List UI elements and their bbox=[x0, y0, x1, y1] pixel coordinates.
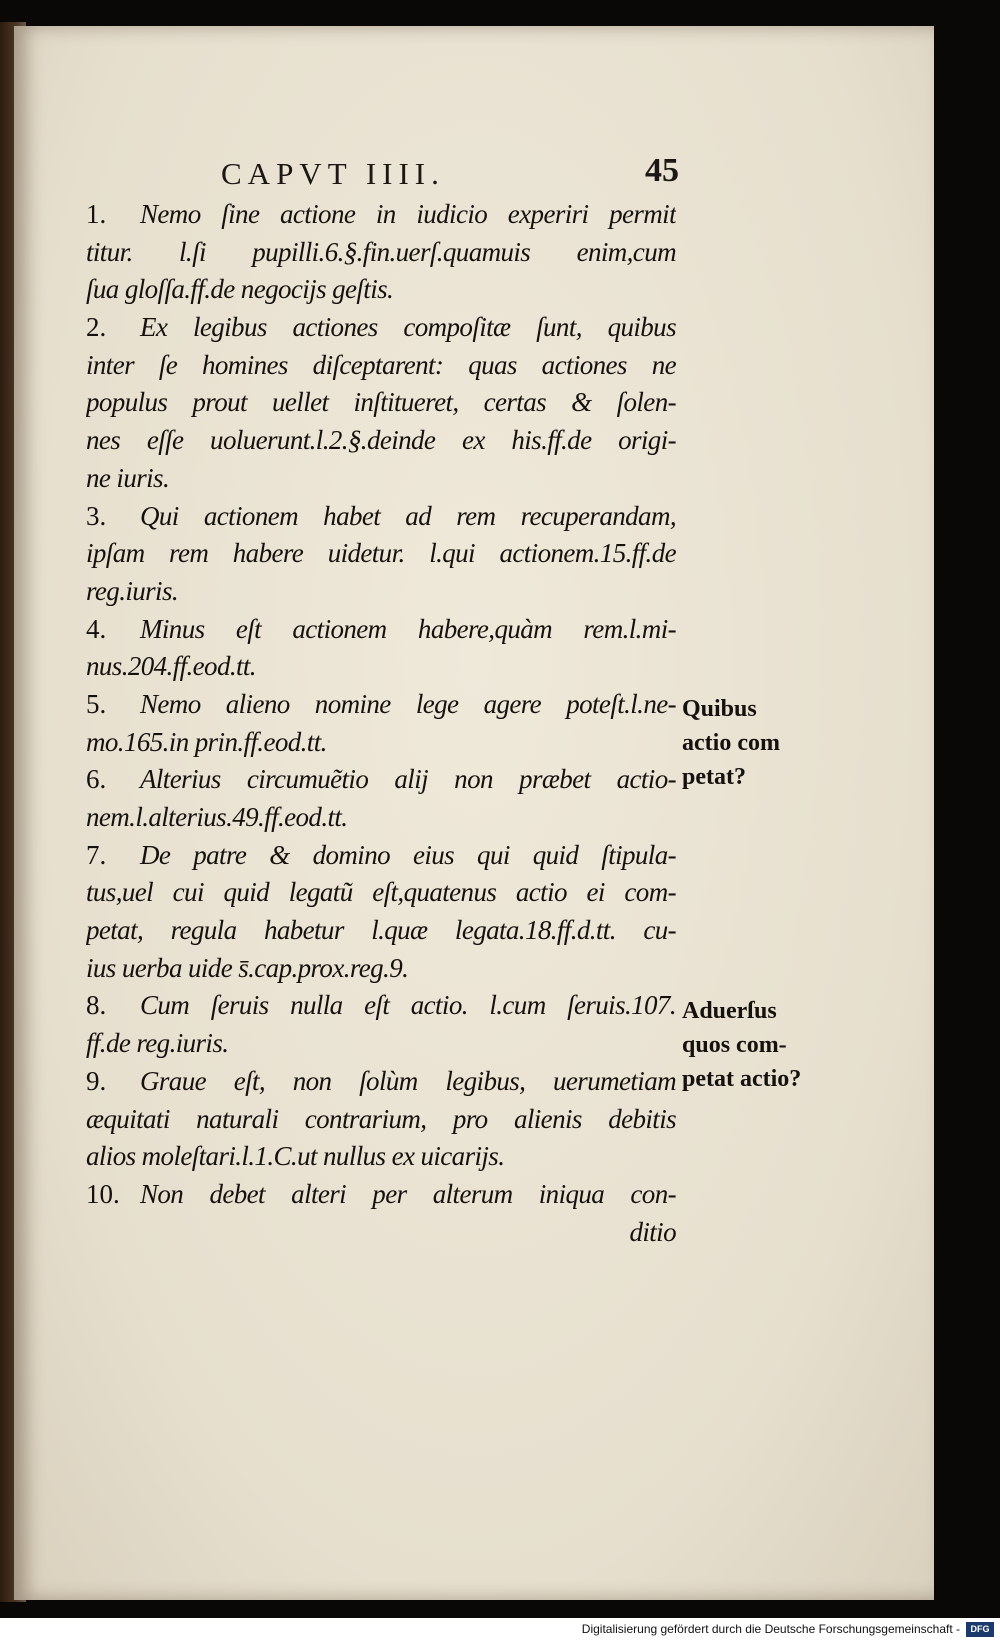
text-line bbox=[86, 460, 676, 498]
text-line bbox=[86, 874, 676, 912]
rule-number: 2. bbox=[86, 312, 107, 343]
line-text: Nemo ſine actione in iudicio experiri permit bbox=[140, 199, 676, 229]
margin-note-2 bbox=[682, 994, 852, 1096]
margin-note-1 bbox=[682, 692, 852, 794]
line-text: reg.iuris. bbox=[86, 575, 179, 606]
line-text: petat, regula habetur l.quæ legata.18.ff.d.tt. cu- bbox=[86, 915, 676, 946]
running-head: CAPVT IIII. bbox=[221, 156, 445, 191]
line-text: Graue eſt, non ſolùm legibus, uerumetiam bbox=[140, 1065, 676, 1096]
margin-note-line: petat actio? bbox=[682, 1066, 802, 1092]
text-line bbox=[86, 498, 676, 536]
margin-note-line: Aduerſus bbox=[682, 998, 777, 1024]
page-number: 45 bbox=[645, 152, 679, 189]
line-text: æquitati naturali contrarium, pro alienis debitis bbox=[86, 1103, 676, 1134]
margin-note-line: petat? bbox=[682, 764, 746, 790]
text-line bbox=[86, 950, 676, 988]
line-text: nes eſſe uoluerunt.l.2.§.deinde ex his.ff.de origi- bbox=[86, 425, 676, 456]
line-text: ne iuris. bbox=[86, 462, 170, 493]
line-text: Qui actionem habet ad rem recuperandam, bbox=[140, 500, 676, 531]
page-header bbox=[209, 138, 679, 191]
text-line bbox=[86, 347, 676, 385]
dfg-logo: DFG bbox=[966, 1622, 994, 1637]
line-text: Ex legibus actiones compoſitæ ſunt, quibus bbox=[140, 312, 676, 343]
rule-number: 5. bbox=[86, 688, 107, 719]
book-page bbox=[14, 26, 934, 1600]
rule-number: 6. bbox=[86, 764, 107, 795]
text-line bbox=[86, 1138, 676, 1176]
footer-credit: Digitalisierung gefördert durch die Deutsche Forschungsgemeinschaft - bbox=[581, 1622, 960, 1636]
rule-number: 7. bbox=[86, 839, 107, 870]
rule-number: 10. bbox=[86, 1178, 120, 1209]
text-line bbox=[86, 1101, 676, 1139]
line-text: ſua gloſſa.ff.de negocijs geſtis. bbox=[86, 274, 394, 305]
body-text bbox=[86, 196, 676, 1251]
text-line bbox=[86, 1176, 676, 1214]
margin-note-line: Quibus bbox=[682, 696, 757, 722]
text-line bbox=[86, 422, 676, 460]
text-line bbox=[86, 384, 676, 422]
text-line bbox=[86, 686, 676, 724]
text-line bbox=[86, 271, 676, 309]
text-line bbox=[86, 234, 676, 272]
line-text: inter ſe homines diſceptarent: quas actiones ne bbox=[86, 349, 676, 380]
text-line bbox=[86, 611, 676, 649]
text-line bbox=[86, 761, 676, 799]
text-line bbox=[86, 535, 676, 573]
line-text: ipſam rem habere uidetur. l.qui actionem.15.ff.de bbox=[86, 538, 676, 569]
line-text: populus prout uellet inſtitueret, certas & ſolen- bbox=[86, 387, 676, 418]
line-text: alios moleſtari.l.1.C.ut nullus ex uicarijs. bbox=[86, 1141, 505, 1172]
line-text: De patre & domino eius qui quid ſtipula- bbox=[140, 839, 676, 870]
text-line bbox=[86, 837, 676, 875]
text-line bbox=[86, 648, 676, 686]
text-line bbox=[86, 1214, 676, 1252]
line-text: ff.de reg.iuris. bbox=[86, 1028, 229, 1059]
text-line bbox=[86, 573, 676, 611]
line-text: Minus eſt actionem habere,quàm rem.l.mi- bbox=[140, 613, 676, 644]
text-line bbox=[86, 912, 676, 950]
rule-number: 9. bbox=[86, 1065, 107, 1096]
line-text: Cum ſeruis nulla eſt actio. l.cum ſeruis.107. bbox=[140, 990, 676, 1021]
rule-number: 3. bbox=[86, 500, 107, 531]
text-line bbox=[86, 196, 676, 234]
digitization-footer bbox=[0, 1618, 1000, 1643]
rule-number: 8. bbox=[86, 990, 107, 1021]
line-text: nem.l.alterius.49.ff.eod.tt. bbox=[86, 802, 348, 832]
rule-number: 1. bbox=[86, 199, 107, 229]
line-text: ius uerba uide s̄.cap.prox.reg.9. bbox=[86, 952, 409, 983]
text-line bbox=[86, 1063, 676, 1101]
line-text: ditio bbox=[629, 1216, 676, 1247]
text-line bbox=[86, 987, 676, 1025]
rule-number: 4. bbox=[86, 613, 107, 644]
line-text: Nemo alieno nomine lege agere poteſt.l.ne- bbox=[140, 688, 676, 719]
line-text: mo.165.in prin.ff.eod.tt. bbox=[86, 726, 327, 757]
text-line bbox=[86, 724, 676, 762]
text-line bbox=[86, 799, 676, 837]
margin-note-line: quos com- bbox=[682, 1032, 787, 1058]
margin-note-line: actio com bbox=[682, 730, 780, 756]
line-text: titur. l.ſi pupilli.6.§.fin.uerſ.quamuis enim,cum bbox=[86, 236, 676, 267]
line-text: tus,uel cui quid legatũ eſt,quatenus actio ei com- bbox=[86, 877, 676, 908]
text-line bbox=[86, 309, 676, 347]
line-text: nus.204.ff.eod.tt. bbox=[86, 651, 256, 682]
line-text: Non debet alteri per alterum iniqua con- bbox=[140, 1178, 676, 1209]
text-line bbox=[86, 1025, 676, 1063]
line-text: Alterius circumuẽtio alij non præbet actio- bbox=[140, 764, 676, 795]
